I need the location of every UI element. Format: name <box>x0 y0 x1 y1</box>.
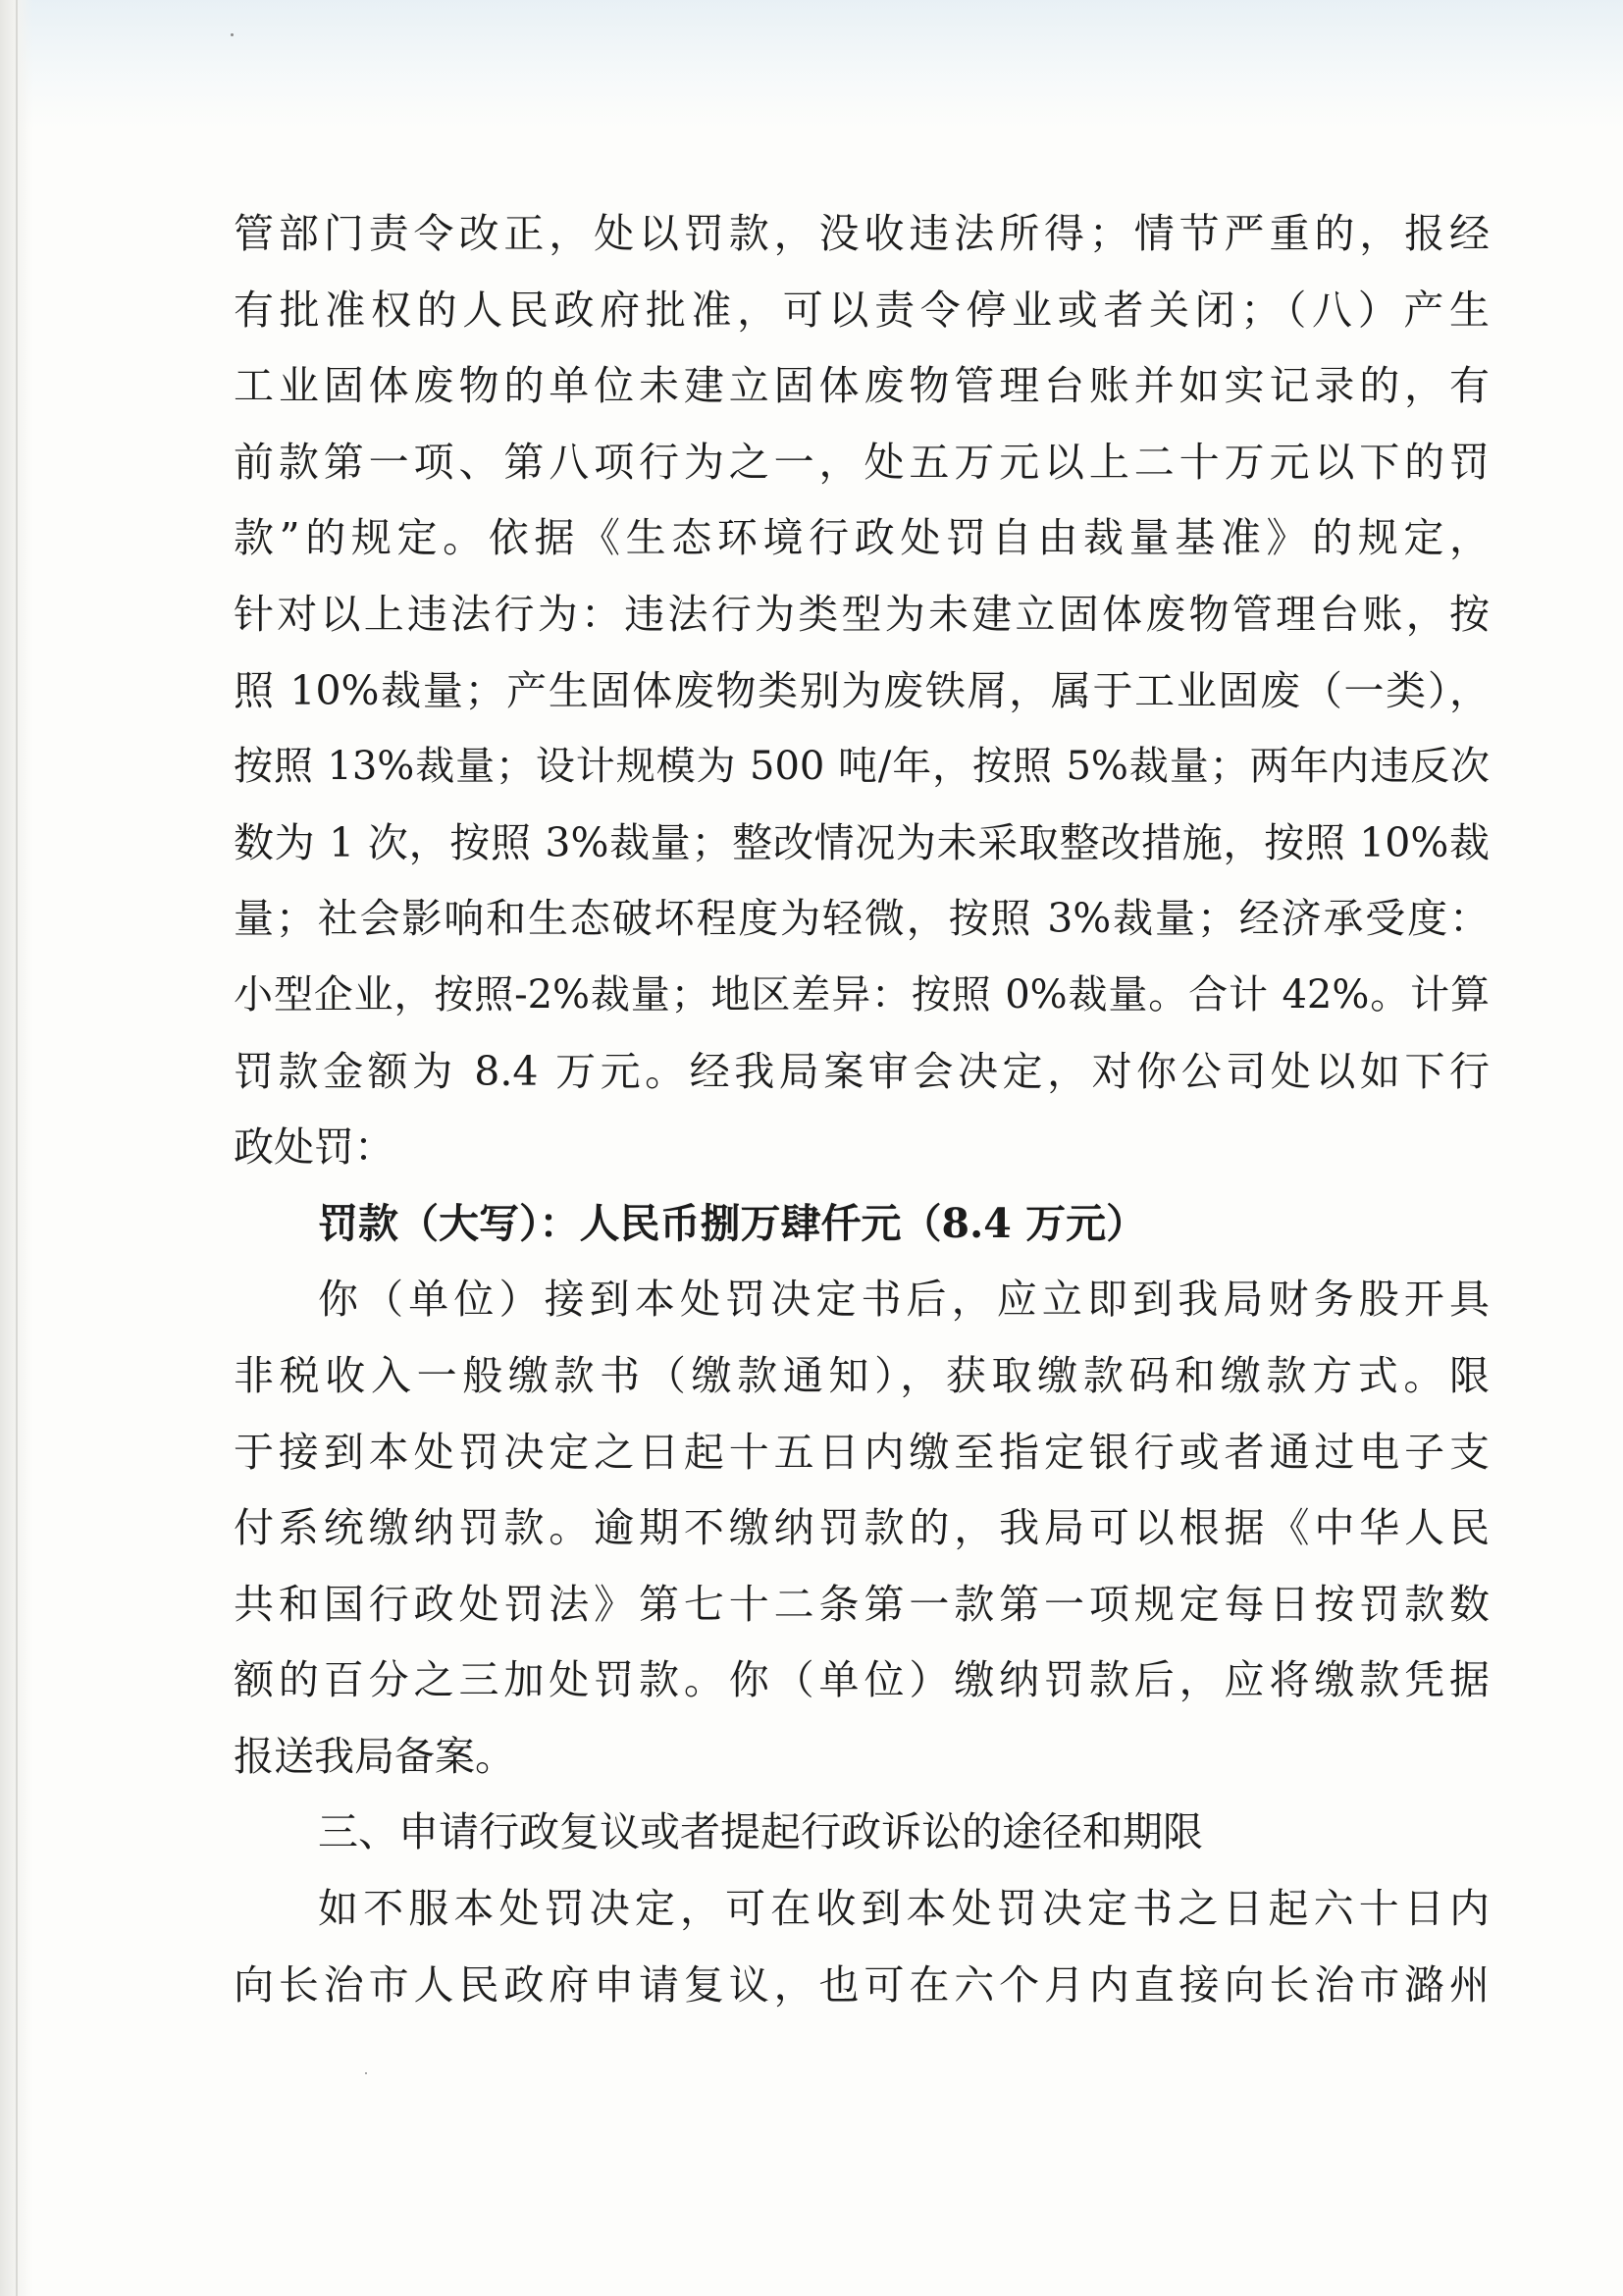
text-line: 共和国行政处罚法》第七十二条第一款第一项规定每日按罚款数 <box>234 1580 1490 1628</box>
scan-speck <box>231 33 234 36</box>
text-line: 数为 1 次，按照 3%裁量；整改情况为未采取整改措施，按照 10%裁 <box>234 818 1490 866</box>
text-line: 非税收入一般缴款书（缴款通知），获取缴款码和缴款方式。限 <box>234 1351 1490 1399</box>
text-line: 额的百分之三加处罚款。你（单位）缴纳罚款后，应将缴款凭据 <box>234 1656 1490 1704</box>
text-line: 罚款金额为 8.4 万元。经我局案审会决定，对你公司处以如下行 <box>234 1047 1490 1095</box>
text-line: 付系统缴纳罚款。逾期不缴纳罚款的，我局可以根据《中华人民 <box>234 1504 1490 1552</box>
document-body <box>234 196 1490 2023</box>
text-line: 款”的规定。依据《生态环境行政处罚自由裁量基准》的规定， <box>234 514 1490 562</box>
text-line: 于接到本处罚决定之日起十五日内缴至指定银行或者通过电子支 <box>234 1428 1490 1476</box>
text-line: 针对以上违法行为：违法行为类型为未建立固体废物管理台账，按 <box>234 590 1490 638</box>
fine-amount-line: 罚款（大写）：人民币捌万肆仟元（8.4 万元） <box>318 1199 1147 1247</box>
scan-edge-line <box>16 0 18 2296</box>
text-line: 有批准权的人民政府批准，可以责令停业或者关闭；（八）产生 <box>234 286 1490 334</box>
text-line: 小型企业，按照-2%裁量；地区差异：按照 0%裁量。合计 42%。计算 <box>234 971 1490 1018</box>
text-line: 向长治市人民政府申请复议，也可在六个月内直接向长治市潞州 <box>234 1960 1490 2009</box>
scan-shadow-top <box>0 0 1623 128</box>
text-line: 按照 13%裁量；设计规模为 500 吨/年，按照 5%裁量；两年内违反次 <box>234 744 1490 790</box>
text-line: 工业固体废物的单位未建立固体废物管理台账并如实记录的，有 <box>234 362 1490 410</box>
text-line: 报送我局备案。 <box>234 1732 515 1780</box>
text-line: 前款第一项、第八项行为之一，处五万元以上二十万元以下的罚 <box>234 438 1490 486</box>
text-line: 管部门责令改正，处以罚款，没收违法所得；情节严重的，报经 <box>234 210 1490 257</box>
text-line: 你（单位）接到本处罚决定书后，应立即到我局财务股开具 <box>318 1276 1490 1324</box>
text-line: 如不服本处罚决定，可在收到本处罚决定书之日起六十日内 <box>318 1885 1490 1933</box>
text-line: 照 10%裁量；产生固体废物类别为废铁屑，属于工业固废（一类）， <box>234 666 1490 714</box>
scan-speck <box>365 2072 367 2074</box>
text-line: 量；社会影响和生态破坏程度为轻微，按照 3%裁量；经济承受度： <box>234 895 1490 943</box>
text-line: 政处罚： <box>234 1123 394 1172</box>
section-heading: 三、申请行政复议或者提起行政诉讼的途径和期限 <box>318 1808 1203 1856</box>
